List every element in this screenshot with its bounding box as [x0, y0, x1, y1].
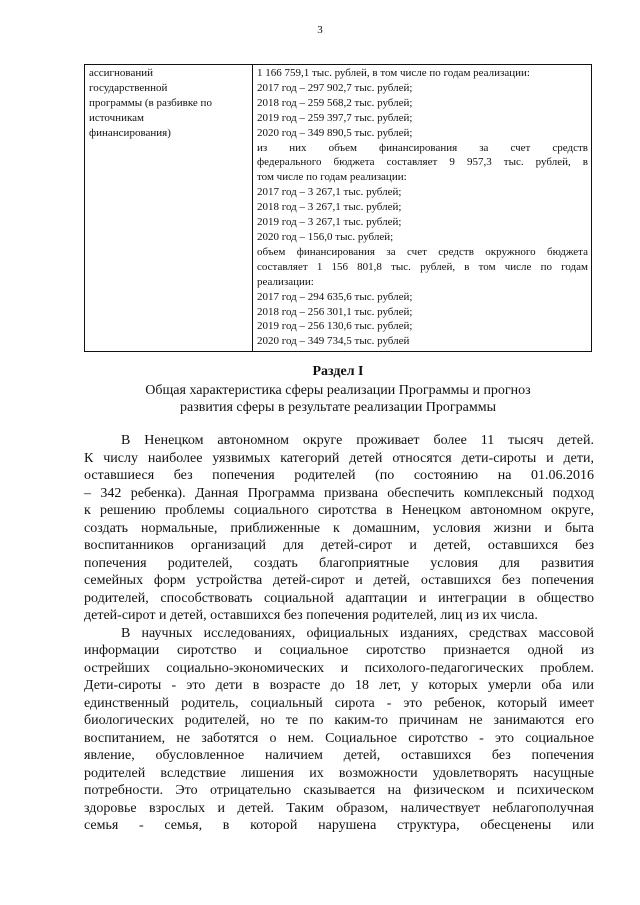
body-line: семья - семья, в которой нарушена структура, обесценены или [84, 818, 594, 833]
value-line: объем финансирования за счет средств окружного бюджета [257, 245, 588, 258]
body-line: родителей, способствовать социальной адаптации и интеграции в общество [84, 590, 594, 606]
value-line: 2018 год – 259 568,2 тыс. рублей; [257, 96, 413, 109]
body-line: детей-сирот и детей, оставшихся без попечения родителей, лиц из их числа. [84, 608, 538, 623]
value-line: из них объем финансирования за счет средств [257, 141, 588, 154]
value-line: 2020 год – 349 734,5 тыс. рублей [257, 335, 410, 348]
value-line: том числе по годам реализации: [257, 171, 407, 184]
body-line: биологических родителей, но те по каким-то причинам не занимаются его [84, 713, 594, 728]
value-line: 2020 год – 156,0 тыс. рублей; [257, 230, 394, 243]
label-line: ассигнований [89, 67, 154, 79]
body-line: В научных исследованиях, официальных изданиях, средствах массовой [121, 625, 594, 641]
value-line: 1 166 759,1 тыс. рублей, в том числе по годам реализации: [257, 67, 530, 79]
body-line: к решению проблемы социального сиротства в Ненецком автономном округе, [84, 503, 594, 518]
section-subtitle-line: Общая характеристика сферы реализации Программы и прогноз [145, 383, 531, 398]
value-line: федерального бюджета составляет 9 957,3 тыс. рублей, в [257, 156, 588, 169]
funding-value-cell [253, 65, 592, 352]
value-line: 2017 год – 3 267,1 тыс. рублей; [257, 186, 402, 199]
body-line: потребности. Это отрицательно сказывается на физическом и психическом [84, 783, 594, 798]
body-line: воспитанников организаций для детей-сирот и детей, оставшихся без [84, 538, 594, 553]
value-line: 2019 год – 256 130,6 тыс. рублей; [257, 320, 413, 333]
table-row [85, 65, 592, 352]
body-text [84, 432, 594, 835]
body-line: здоровье взрослых и детей. Таким образом, наличествует неблагополучная [84, 800, 594, 816]
body-line: родителей вследствие лишения их возможности удовлетворять насущные [84, 765, 594, 781]
label-line: источникам [89, 111, 144, 124]
value-line: 2017 год – 297 902,7 тыс. рублей; [257, 81, 413, 94]
value-line: составляет 1 156 801,8 тыс. рублей, в том числе по годам [257, 260, 588, 273]
label-line: программы (в разбивке по [89, 96, 212, 109]
value-line: 2019 год – 259 397,7 тыс. рублей; [257, 111, 413, 124]
value-line: 2018 год – 3 267,1 тыс. рублей; [257, 201, 402, 214]
page-number: 3 [317, 24, 323, 36]
body-line: – 342 ребенка). Данная Программа призвана обеспечить комплексный подход [84, 485, 594, 501]
value-line: 2020 год – 349 890,5 тыс. рублей; [257, 126, 413, 139]
label-line: финансирования) [89, 126, 171, 139]
funding-table [84, 64, 592, 352]
value-line: реализации: [257, 275, 314, 288]
section-subtitle-line: развития сферы в результате реализации Программы [179, 400, 496, 415]
body-line: попечения родителей, создать благоприятные условия для развития [84, 555, 594, 571]
funding-label-cell [85, 65, 253, 352]
section-title: Раздел I [312, 364, 364, 379]
value-line: 2018 год – 256 301,1 тыс. рублей; [257, 305, 413, 318]
body-line: оставшиеся без попечения родителей (по состоянию на 01.06.2016 [84, 468, 594, 483]
body-line: острейших социально-экономических и психолого-педагогических проблем. [84, 660, 594, 676]
body-line: К числу наиболее уязвимых категорий детей относятся дети-сироты и дети, [84, 450, 594, 466]
body-line: единственный родитель, социальный сирота - это ребенок, который имеет [84, 695, 594, 711]
label-line: государственной [89, 81, 168, 94]
body-line: явление, обусловленное наличием детей, оставшихся без попечения [84, 748, 594, 763]
body-line: воспитанием, не заботятся о нем. Социальное сиротство - это социальное [84, 730, 594, 746]
body-line: Дети-сироты - это дети в возрасте до 18 лет, у которых умерли оба или [84, 678, 594, 693]
body-line: информации сиротство и социальное сиротство признается одной из [84, 643, 594, 658]
section-subtitle [84, 382, 592, 416]
value-line: 2017 год – 294 635,6 тыс. рублей; [257, 290, 413, 303]
body-line: семейных форм устройства детей-сирот и детей, оставшихся без попечения [84, 573, 594, 588]
body-line: В Ненецком автономном округе проживает более 11 тысяч детей. [121, 433, 594, 448]
value-line: 2019 год – 3 267,1 тыс. рублей; [257, 216, 402, 229]
body-line: создать нормальные, приближенные к домашним, условия жизни и быта [84, 520, 594, 536]
